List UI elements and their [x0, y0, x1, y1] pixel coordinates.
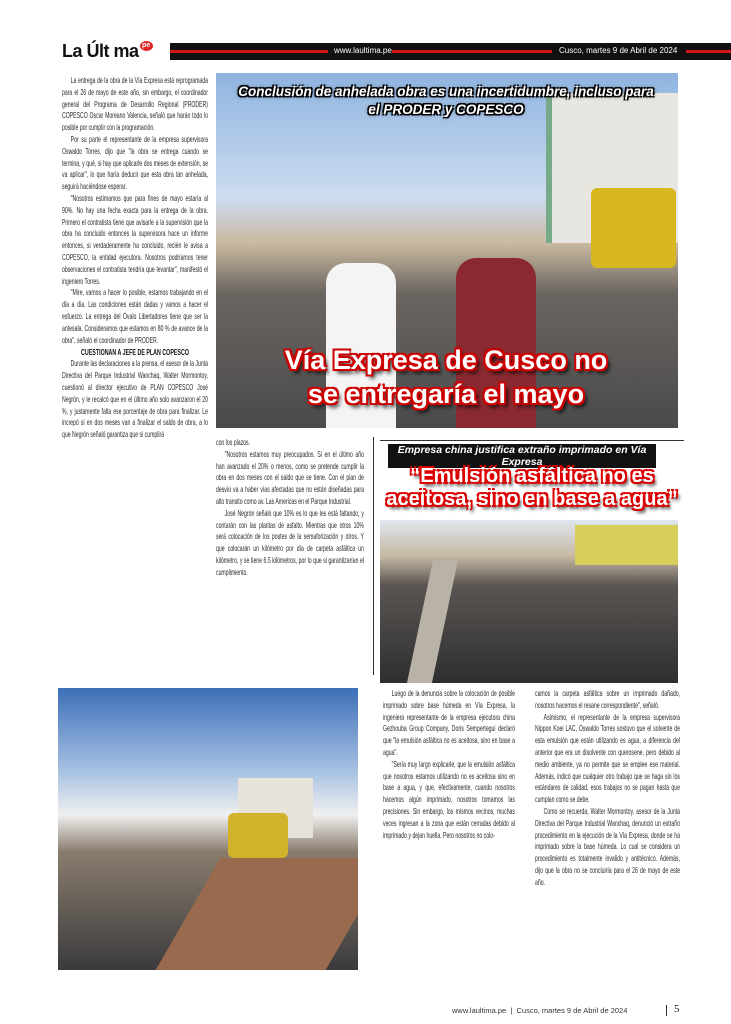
header-bar	[170, 43, 731, 60]
top-headline: Vía Expresa de Cusco no se entregaría el mayo	[284, 345, 608, 409]
section-rule	[380, 440, 684, 441]
column-divider	[373, 437, 374, 675]
article-column-3: Luego de la denuncia sobre la colocación de posible imprimado sobre base húmeda en Vía Expresa, la ingeniera representante de la empresa ejecutora china Gezhouba Group Company, Doris Sempertegui declaró que "la emulsión asfáltica no es aceitosa, sino en base a agua". "Sería muy largo explicarle, que la emulsión asfáltica que nosotros estamos utilizando no es aceitosa sino en base a agua, y que, efectivamente, cuando nosotros hacemos algún imprimado, nosotros tomamos las precisiones. Sin embargo, los mismos vecinos, muchas veces ingresan a la zona que están cerradas debido al imprimado y dejan huella. Pero nosotros no colo-	[383, 688, 515, 840]
newspaper-logo: La Últ ma pe	[62, 41, 153, 62]
footer-date: Cusco, martes 9 de Abril de 2024	[516, 1006, 628, 1015]
footer-divider	[666, 1005, 667, 1016]
page-number: 5	[674, 1003, 680, 1015]
logo-badge: pe	[140, 41, 153, 51]
subheading: CUESTIONAN A JEFE DE PLAN COPESCO	[81, 347, 189, 358]
asphalt-photo	[380, 520, 678, 683]
top-overline: Conclusión de anhelada obra es una incertidumbre, incluso para el PRODER y COPESCO	[238, 84, 654, 117]
article-column-1: La entrega de la obra de la Vía Expresa está reprogramada para el 26 de mayo de este año, sin embargo, el coordinador general del Programa de Desarrollo Regional (PRODER) COPESCO Oscar Moreano Valencia, señaló que harán todo lo posible por cumplir con la programación. Por su parte el representante de la empresa supervisora Oswaldo Torres, dijo que "la obra se entrega cuando se termina, y qué, si hay que aplicarle dos meses de extensión, se va aplicar", lo que haría deducir que esta obra tan anhelada, seguirá haciéndose esperar. "Nosotros estimamos que para fines de mayo estaría al 90%. No hay una fecha exacta para la entrega de la obra. Primero el contratista tiene que avisarle a la supervisión que la obra ha concluido entonces la supervisora hace un informe entonces, si verdaderamente ha concluido, recién le avisa a COPESCO, la entidad ejecutora. Nosotros podríamos tener observaciones el contratista tendría que levantar", manifestó el ingeniero Torres. "Mire, vamos a hacer lo posible, estamos trabajando en el día a día. Las condiciones están dadas y vamos a hacer el esfuerzo. La entrega del Óvalo Libertadores tiene que ser la antesala. Consideramos que estamos en 80 % de avance de la obra", señaló el coordinador de PRODER. CUESTIONAN A JEFE DE PLAN COPESCO Durante las declaraciones a la prensa, el asesor de la Junta Directiva del Parque Industrial Wanchaq, Walter Mormontoy, cuestionó al director ejecutivo de PLAN COPESCO José Negrón, y le recalcó que en el último año solo avanzaron el 20 %, y justamente falta ese porcentaje de obra para finalizar. Le increpó si en dos meses van a finalizar el saldo de obra, a lo que Negrón señaló garantiza que si cumplirá	[62, 75, 209, 440]
footer: www.laultima.pe | Cusco, martes 9 de Abril de 2024	[452, 1006, 628, 1015]
article-column-2: con los plazos. "Nosotros estamos muy preocupados. Si en el último año han avanzado el 20% o menos, como se pretende cumplir la obra en dos meses con el saldo que se tiene. Con el plan de desvío va a haber vías afectadas que no están diseñadas para alto transito como av. Las Americas en el Parque Industrial. José Negrón señaló que 10% es lo que les está faltando, y contarán con las plantas de asfalto. Mientras que otros 10% será colocación de los postes de la semaforización y otros. Y que colocarán un kilómetro por día de carpeta asfáltica un kilómetro, y se tiene 6.5 kilómetros, por lo que si garantizarían el cumplimiento.	[216, 437, 364, 577]
second-kicker: Empresa china justifica extraño imprimado en Vía Expresa	[388, 444, 656, 468]
top-photo-road-works	[216, 73, 678, 428]
footer-site: www.laultima.pe	[452, 1006, 507, 1015]
header-site: www.laultima.pe	[334, 46, 392, 55]
article-column-4: camos la carpeta asfáltica sobre un imprimado dañado, nosotros hacemos el resane correspondiente", señaló. Asimismo, el representante de la empresa supervisora Nippon Koei LAC, Oswaldo Torres sostuvo que el solvente de esta emulsión que están utilizando es agua, a diferencia del anterior que era un disolvente con querosene, pero debido al medio ambiente, ya no permite que se emplee ese material. Además, indicó que cualquier otro trabajo que se haga sin los estándares de calidad, esos trabajos no se pagan hasta que cumplan como se debe. Como se recuerda, Walter Mormontoy, asesor de la Junta Directiva del Parque Industrial Wanchaq, denunció un extraño procedimiento en la ejecución de la Vía Expresa, donde se ha imprimado sobre la base húmeda. Lo cual se considera un procedimiento es totalmente invalido y antitécnico. Además, dijo que la obra no se concluiría para el 26 de mayo de este año.	[535, 688, 681, 887]
header-date: Cusco, martes 9 de Abril de 2024	[559, 46, 678, 55]
second-headline: “Emulsión asfáltica no es aceitosa, sino en base a agua”	[386, 465, 678, 510]
bottom-photo-road	[58, 688, 358, 970]
